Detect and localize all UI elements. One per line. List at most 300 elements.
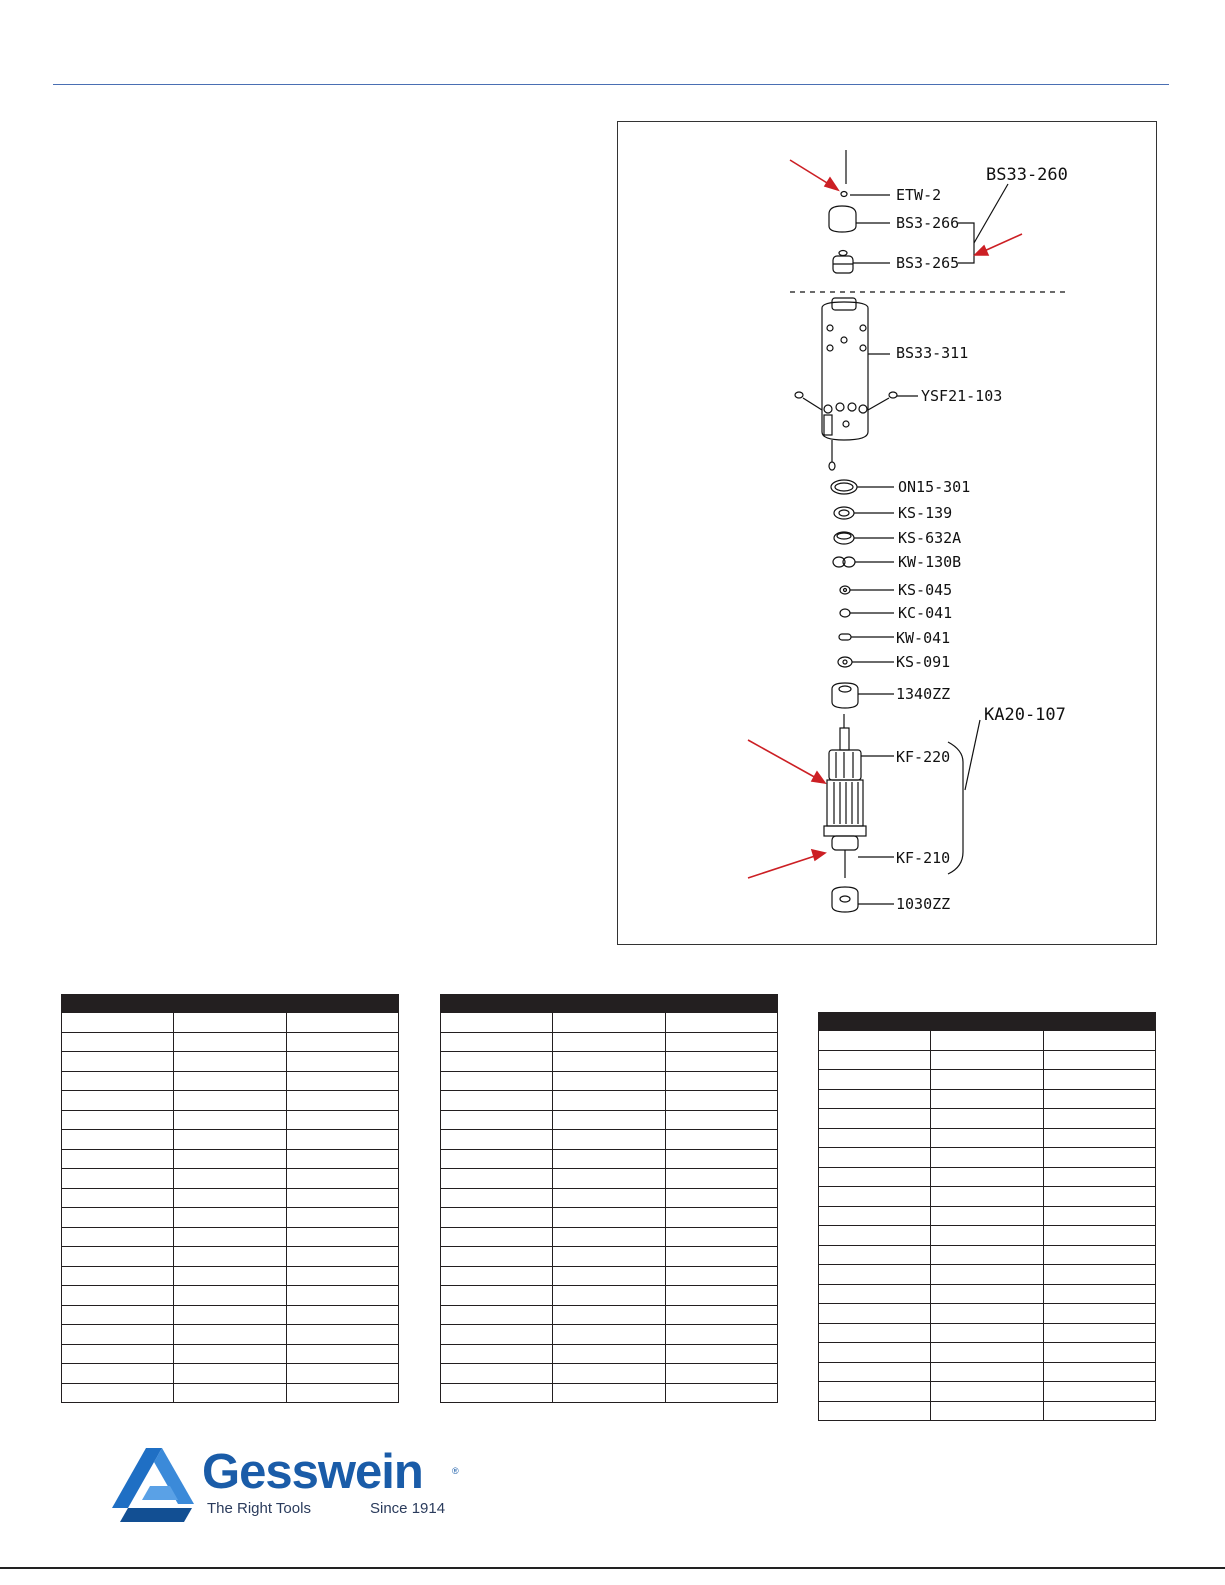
logo-registered-mark: ®: [452, 1466, 459, 1476]
table-cell: [441, 1013, 553, 1033]
table-row: [441, 1247, 778, 1267]
table-cell: [931, 1382, 1043, 1402]
table-cell: [819, 1148, 931, 1168]
bracket-bs33-260: [958, 223, 974, 263]
table-row: [441, 1188, 778, 1208]
table-header-bar: [441, 995, 778, 1013]
table-row: [819, 1323, 1156, 1343]
part-label-ysf21-103: YSF21-103: [921, 387, 1003, 405]
table-row: [441, 1208, 778, 1228]
table-cell: [553, 1052, 665, 1072]
table-cell: [553, 1110, 665, 1130]
table-cell: [553, 1344, 665, 1364]
table-cell: [819, 1382, 931, 1402]
table-cell: [931, 1050, 1043, 1070]
table-row: [441, 1305, 778, 1325]
table-cell: [553, 1325, 665, 1345]
table-row: [441, 1052, 778, 1072]
logo-brand: Gesswein: [202, 1445, 423, 1499]
header-rule: [53, 84, 1169, 85]
bs3-265-top: [839, 251, 847, 256]
armature-fan: [824, 826, 866, 836]
table-row: [62, 1227, 399, 1247]
table-row: [819, 1167, 1156, 1187]
table-cell: [441, 1344, 553, 1364]
red-arrow-etw: [790, 160, 832, 186]
part-label-on15-301: ON15-301: [898, 478, 971, 496]
table-cell: [931, 1148, 1043, 1168]
leader-bs33-260: [974, 184, 1008, 243]
table-row: [819, 1148, 1156, 1168]
table-cell: [819, 1245, 931, 1265]
table-cell: [62, 1052, 174, 1072]
table-cell: [819, 1187, 931, 1207]
table-cell: [665, 1032, 777, 1052]
part-label-ks-045: KS-045: [898, 581, 953, 599]
etw-clip-shape: [841, 192, 847, 197]
table-row: [62, 1383, 399, 1403]
table-row: [441, 1091, 778, 1111]
table-cell: [441, 1286, 553, 1306]
group-label-ka20-107: KA20-107: [984, 705, 1066, 725]
table-cell: [286, 1071, 398, 1091]
table-cell: [1043, 1148, 1155, 1168]
housing-top-nut: [832, 298, 856, 310]
table-cell: [819, 1050, 931, 1070]
table-cell: [174, 1247, 286, 1267]
table-cell: [665, 1149, 777, 1169]
table-row: [62, 1110, 399, 1130]
table-cell: [286, 1149, 398, 1169]
table-cell: [441, 1091, 553, 1111]
table-cell: [665, 1305, 777, 1325]
kf-210-shape: [832, 836, 858, 850]
table-row: [819, 1304, 1156, 1324]
table-cell: [286, 1344, 398, 1364]
table-cell: [174, 1325, 286, 1345]
table-cell: [286, 1013, 398, 1033]
table-row: [62, 1149, 399, 1169]
table-row: [62, 1013, 399, 1033]
table-cell: [1043, 1362, 1155, 1382]
part-label-ks-091: KS-091: [896, 653, 951, 671]
table-row: [819, 1206, 1156, 1226]
table-cell: [174, 1266, 286, 1286]
table-cell: [1043, 1284, 1155, 1304]
table-cell: [62, 1091, 174, 1111]
table-row: [441, 1071, 778, 1091]
table-cell: [553, 1227, 665, 1247]
table-cell: [286, 1052, 398, 1072]
table-cell: [174, 1110, 286, 1130]
table-cell: [931, 1070, 1043, 1090]
table-row: [62, 1325, 399, 1345]
table-cell: [931, 1343, 1043, 1363]
table-row: [62, 1266, 399, 1286]
table-cell: [441, 1325, 553, 1345]
table-cell: [174, 1013, 286, 1033]
table-row: [62, 1071, 399, 1091]
part-label-1030zz: 1030ZZ: [896, 895, 951, 913]
table-cell: [931, 1304, 1043, 1324]
table-cell: [441, 1247, 553, 1267]
table-cell: [286, 1208, 398, 1228]
table-cell: [665, 1364, 777, 1384]
table-cell: [553, 1364, 665, 1384]
table-cell: [1043, 1128, 1155, 1148]
table-cell: [286, 1305, 398, 1325]
table-header-bar: [819, 1013, 1156, 1031]
table-cell: [931, 1362, 1043, 1382]
part-label-kc-041: KC-041: [898, 604, 953, 622]
table-cell: [665, 1227, 777, 1247]
table-cell: [553, 1266, 665, 1286]
ks-045-shape: [840, 586, 850, 594]
ks-091-shape: [838, 657, 852, 667]
parts-table-1: [61, 994, 399, 1403]
part-label-bs33-311: BS33-311: [896, 344, 969, 362]
table-cell: [1043, 1245, 1155, 1265]
table-cell: [553, 1032, 665, 1052]
table-cell: [62, 1286, 174, 1306]
table-row: [819, 1343, 1156, 1363]
table-cell: [174, 1071, 286, 1091]
table-row: [819, 1050, 1156, 1070]
table-row: [62, 1188, 399, 1208]
table-cell: [62, 1247, 174, 1267]
table-header-bar: [62, 995, 399, 1013]
table-cell: [174, 1052, 286, 1072]
table-cell: [665, 1169, 777, 1189]
parts-table-3: [818, 1012, 1156, 1421]
table-row: [441, 1169, 778, 1189]
table-cell: [665, 1266, 777, 1286]
table-cell: [665, 1071, 777, 1091]
table-cell: [665, 1208, 777, 1228]
table-row: [62, 1208, 399, 1228]
table-cell: [62, 1169, 174, 1189]
exploded-parts-diagram: [617, 121, 1157, 945]
table-cell: [665, 1325, 777, 1345]
table-cell: [819, 1265, 931, 1285]
table-cell: [553, 1208, 665, 1228]
table-cell: [62, 1266, 174, 1286]
table-cell: [819, 1362, 931, 1382]
table-cell: [441, 1383, 553, 1403]
table-cell: [1043, 1206, 1155, 1226]
table-cell: [819, 1109, 931, 1129]
part-label-etw-2: ETW-2: [896, 186, 942, 204]
table-cell: [553, 1149, 665, 1169]
table-cell: [62, 1013, 174, 1033]
table-cell: [553, 1091, 665, 1111]
table-cell: [441, 1110, 553, 1130]
table-cell: [1043, 1401, 1155, 1421]
table-cell: [1043, 1382, 1155, 1402]
table-cell: [441, 1227, 553, 1247]
table-row: [441, 1130, 778, 1150]
table-cell: [62, 1032, 174, 1052]
table-cell: [174, 1169, 286, 1189]
table-cell: [665, 1110, 777, 1130]
table-cell: [286, 1247, 398, 1267]
table-cell: [1043, 1089, 1155, 1109]
table-cell: [1043, 1343, 1155, 1363]
table-cell: [62, 1383, 174, 1403]
table-cell: [931, 1031, 1043, 1051]
table-cell: [819, 1304, 931, 1324]
table-cell: [665, 1091, 777, 1111]
table-row: [819, 1187, 1156, 1207]
table-cell: [665, 1013, 777, 1033]
table-cell: [62, 1305, 174, 1325]
kc-041-shape: [840, 609, 850, 617]
table-cell: [1043, 1304, 1155, 1324]
table-cell: [286, 1130, 398, 1150]
table-row: [62, 1364, 399, 1384]
table-cell: [174, 1032, 286, 1052]
table-cell: [174, 1130, 286, 1150]
table-row: [819, 1284, 1156, 1304]
table-row: [441, 1383, 778, 1403]
table-cell: [441, 1266, 553, 1286]
table-cell: [441, 1071, 553, 1091]
table-row: [62, 1130, 399, 1150]
table-cell: [286, 1169, 398, 1189]
table-row: [441, 1013, 778, 1033]
table-header-row: [819, 1013, 1156, 1031]
table-cell: [665, 1130, 777, 1150]
part-label-kf-220: KF-220: [896, 748, 951, 766]
table-cell: [931, 1128, 1043, 1148]
table-cell: [665, 1188, 777, 1208]
parts-diagram-svg: [618, 122, 1158, 946]
ks-632a-shape: [834, 532, 854, 544]
table-cell: [819, 1128, 931, 1148]
table-cell: [553, 1188, 665, 1208]
table-cell: [174, 1208, 286, 1228]
red-arrow-kf-210: [748, 855, 818, 878]
table-row: [819, 1382, 1156, 1402]
part-label-kw-041: KW-041: [896, 629, 951, 647]
table-cell: [286, 1032, 398, 1052]
table-cell: [286, 1266, 398, 1286]
table-cell: [819, 1089, 931, 1109]
table-row: [819, 1031, 1156, 1051]
table-cell: [931, 1089, 1043, 1109]
part-label-kf-210: KF-210: [896, 849, 951, 867]
bs3-266-shape: [829, 206, 856, 232]
table-cell: [553, 1071, 665, 1091]
ks-139-shape: [834, 507, 854, 519]
part-label-ks-139: KS-139: [898, 504, 953, 522]
table-cell: [1043, 1187, 1155, 1207]
table-cell: [1043, 1265, 1155, 1285]
table-row: [441, 1227, 778, 1247]
table-header-row: [62, 995, 399, 1013]
table-row: [62, 1091, 399, 1111]
table-row: [441, 1032, 778, 1052]
table-cell: [441, 1305, 553, 1325]
part-label-ks-632a: KS-632A: [898, 529, 962, 547]
kw-041-shape: [839, 634, 851, 640]
table-cell: [1043, 1226, 1155, 1246]
parts-table-2: [440, 994, 778, 1403]
table-cell: [553, 1130, 665, 1150]
logo-since: Since 1914: [370, 1500, 446, 1517]
table-row: [819, 1401, 1156, 1421]
table-cell: [286, 1383, 398, 1403]
table-cell: [931, 1187, 1043, 1207]
part-label-1340zz: 1340ZZ: [896, 685, 951, 703]
table-cell: [286, 1091, 398, 1111]
red-arrow-bs33-260: [982, 234, 1022, 252]
table-row: [62, 1032, 399, 1052]
table-cell: [819, 1070, 931, 1090]
group-label-bs33-260: BS33-260: [986, 165, 1068, 185]
table-cell: [665, 1383, 777, 1403]
table-cell: [931, 1206, 1043, 1226]
table-cell: [286, 1325, 398, 1345]
table-cell: [441, 1052, 553, 1072]
table-cell: [62, 1130, 174, 1150]
table-cell: [286, 1188, 398, 1208]
table-cell: [553, 1169, 665, 1189]
table-cell: [174, 1364, 286, 1384]
table-cell: [819, 1226, 931, 1246]
table-cell: [441, 1364, 553, 1384]
table-row: [819, 1089, 1156, 1109]
table-cell: [62, 1110, 174, 1130]
table-cell: [931, 1109, 1043, 1129]
table-cell: [441, 1149, 553, 1169]
table-cell: [441, 1032, 553, 1052]
table-cell: [1043, 1323, 1155, 1343]
table-cell: [62, 1344, 174, 1364]
table-row: [441, 1110, 778, 1130]
table-cell: [931, 1167, 1043, 1187]
table-cell: [931, 1226, 1043, 1246]
table-row: [441, 1266, 778, 1286]
table-cell: [553, 1383, 665, 1403]
table-cell: [174, 1383, 286, 1403]
table-cell: [286, 1364, 398, 1384]
table-cell: [1043, 1031, 1155, 1051]
red-arrows: [748, 160, 1022, 878]
table-row: [62, 1344, 399, 1364]
table-cell: [441, 1169, 553, 1189]
red-arrow-kf-220: [748, 740, 818, 779]
table-row: [441, 1325, 778, 1345]
bearing-1030zz-shape: [832, 887, 858, 912]
bearing-1340zz-shape: [832, 683, 858, 708]
table-row: [441, 1364, 778, 1384]
table-cell: [665, 1344, 777, 1364]
gesswein-logo: [110, 1446, 470, 1526]
table-cell: [62, 1188, 174, 1208]
table-cell: [1043, 1050, 1155, 1070]
table-cell: [174, 1227, 286, 1247]
table-row: [819, 1109, 1156, 1129]
table-cell: [62, 1208, 174, 1228]
table-row: [819, 1245, 1156, 1265]
table-cell: [286, 1110, 398, 1130]
gesswein-logo-icon: [110, 1446, 196, 1526]
table-cell: [62, 1364, 174, 1384]
part-label-bs3-266: BS3-266: [896, 214, 960, 232]
table-cell: [665, 1286, 777, 1306]
table-row: [62, 1052, 399, 1072]
table-header-row: [441, 995, 778, 1013]
table-cell: [819, 1031, 931, 1051]
table-row: [62, 1169, 399, 1189]
table-cell: [62, 1325, 174, 1345]
table-cell: [174, 1344, 286, 1364]
table-cell: [174, 1091, 286, 1111]
armature-shaft: [840, 728, 849, 750]
table-cell: [441, 1188, 553, 1208]
part-label-kw-130b: KW-130B: [898, 553, 962, 571]
table-cell: [1043, 1109, 1155, 1129]
bracket-ka20-107: [948, 742, 963, 874]
table-cell: [819, 1284, 931, 1304]
table-row: [441, 1149, 778, 1169]
table-cell: [819, 1343, 931, 1363]
part-label-bs3-265: BS3-265: [896, 254, 960, 272]
table-cell: [553, 1286, 665, 1306]
bs33-311-shape: [822, 302, 868, 440]
table-cell: [174, 1286, 286, 1306]
table-cell: [665, 1247, 777, 1267]
table-cell: [931, 1284, 1043, 1304]
table-row: [819, 1128, 1156, 1148]
table-cell: [819, 1167, 931, 1187]
table-cell: [553, 1247, 665, 1267]
kf-220-shape: [829, 750, 861, 780]
table-cell: [819, 1323, 931, 1343]
table-cell: [931, 1323, 1043, 1343]
table-cell: [62, 1149, 174, 1169]
table-cell: [62, 1227, 174, 1247]
table-cell: [62, 1071, 174, 1091]
table-cell: [665, 1052, 777, 1072]
table-cell: [441, 1130, 553, 1150]
table-cell: [286, 1227, 398, 1247]
table-cell: [174, 1305, 286, 1325]
logo-tagline: The Right Tools: [207, 1500, 311, 1517]
table-cell: [931, 1401, 1043, 1421]
table-row: [62, 1286, 399, 1306]
table-cell: [553, 1013, 665, 1033]
table-row: [62, 1247, 399, 1267]
table-row: [819, 1070, 1156, 1090]
table-row: [819, 1226, 1156, 1246]
table-row: [62, 1305, 399, 1325]
table-cell: [174, 1149, 286, 1169]
table-cell: [1043, 1070, 1155, 1090]
table-cell: [553, 1305, 665, 1325]
table-row: [441, 1344, 778, 1364]
table-cell: [819, 1401, 931, 1421]
table-cell: [931, 1265, 1043, 1285]
table-cell: [441, 1208, 553, 1228]
table-cell: [286, 1286, 398, 1306]
table-cell: [931, 1245, 1043, 1265]
footer-rule: [0, 1567, 1225, 1569]
table-row: [441, 1286, 778, 1306]
table-row: [819, 1265, 1156, 1285]
table-row: [819, 1362, 1156, 1382]
